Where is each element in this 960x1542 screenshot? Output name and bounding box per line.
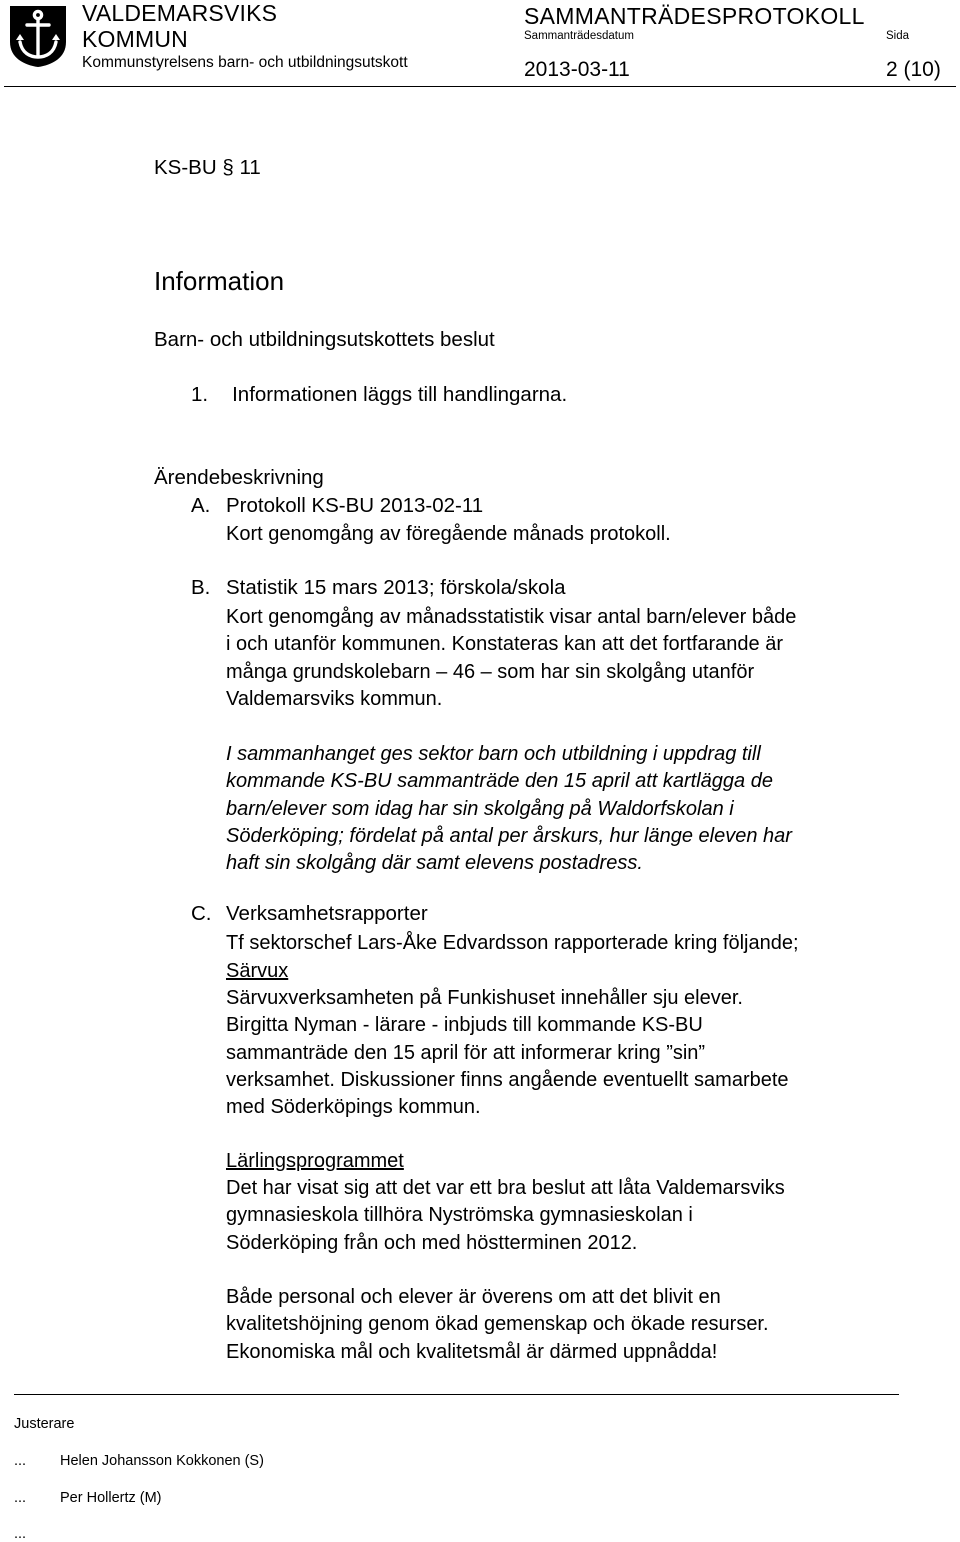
larling-text xyxy=(226,1175,916,1257)
adjuster-signature-line xyxy=(14,1526,60,1542)
sarvux-line: verksamhet. Diskussioner finns angående eventuellt samarbete xyxy=(226,1068,789,1091)
assignment-line: Söderköping; fördelat på antal per årskurs, hur länge eleven har xyxy=(226,824,792,847)
meeting-date: 2013-03-11 xyxy=(524,58,630,81)
larling-line: Det har visat sig att det var ett bra beslut att låta Valdemarsviks xyxy=(226,1177,785,1199)
section-b-letter: B. xyxy=(191,576,211,599)
section-c-title: Verksamhetsrapporter xyxy=(226,902,428,925)
section-a-text: Kort genomgång av föregående månads protokoll. xyxy=(226,523,671,545)
sarvux-line: Särvuxverksamheten på Funkishuset innehåller sju elever. xyxy=(226,987,743,1009)
decision-item xyxy=(191,383,567,407)
closing-line: Både personal och elever är överens om att det blivit en xyxy=(226,1286,721,1308)
page-title: Information xyxy=(154,266,285,296)
larling-heading: Lärlingsprogrammet xyxy=(226,1150,404,1172)
closing-line: kvalitetshöjning genom ökad gemenskap och ökade resurser. xyxy=(226,1313,769,1336)
section-c-intro: Tf sektorschef Lars-Åke Edvardsson rapporterade kring följande; xyxy=(226,932,799,954)
decision-heading: Barn- och utbildningsutskottets beslut xyxy=(154,328,495,351)
meeting-date-label: Sammanträdesdatum xyxy=(524,30,634,42)
case-id: KS-BU § 11 xyxy=(154,156,261,179)
section-a-letter: A. xyxy=(191,494,211,517)
signature-dots: ... xyxy=(14,1526,27,1542)
assignment-line: kommande KS-BU sammanträde den 15 april att kartlägga de xyxy=(226,770,773,793)
section-b-line: Kort genomgång av månadsstatistik visar antal barn/elever både xyxy=(226,606,797,628)
section-b-line: i och utanför kommunen. Konstateras kan att det fortfarande är xyxy=(226,633,783,656)
section-b-assignment xyxy=(226,741,916,877)
adjuster-signature-line xyxy=(14,1490,162,1506)
closing-line: Ekonomiska mål och kvalitetsmål är därmed uppnådda! xyxy=(226,1340,718,1363)
decision-item-number: 1. xyxy=(191,383,209,406)
section-b-title: Statistik 15 mars 2013; förskola/skola xyxy=(226,576,566,599)
organization-type: KOMMUN xyxy=(82,26,188,52)
page-label: Sida xyxy=(886,30,910,42)
section-b-line: Valdemarsviks kommun. xyxy=(226,687,443,710)
signature-dots: ... xyxy=(14,1453,27,1469)
decision-item-text: Informationen läggs till handlingarna. xyxy=(232,383,568,406)
assignment-line: I sammanhanget ges sektor barn och utbildning i uppdrag till xyxy=(226,743,761,765)
sarvux-heading: Särvux xyxy=(226,960,289,982)
signature-dots: ... xyxy=(14,1490,27,1506)
committee-name: Kommunstyrelsens barn- och utbildningsutskott xyxy=(82,54,408,71)
assignment-line: barn/elever som idag har sin skolgång på Waldorfskolan i xyxy=(226,797,734,820)
larling-line: Söderköping från och med höstterminen 2012. xyxy=(226,1231,638,1254)
sarvux-line: Birgitta Nyman - lärare - inbjuds till kommande KS-BU xyxy=(226,1014,703,1037)
assignment-line: haft sin skolgång där samt elevens postadress. xyxy=(226,852,643,875)
sarvux-line: med Söderköpings kommun. xyxy=(226,1096,481,1119)
section-a-title: Protokoll KS-BU 2013-02-11 xyxy=(226,494,484,517)
organization-name: VALDEMARSVIKS xyxy=(82,0,278,26)
adjuster-name: Per Hollertz (M) xyxy=(60,1490,162,1506)
section-b-text xyxy=(226,604,916,713)
sarvux-text xyxy=(226,985,916,1121)
section-c-letter: C. xyxy=(191,902,212,925)
larling-line: gymnasieskola tillhöra Nyströmska gymnasieskolan i xyxy=(226,1204,693,1227)
adjusters-label: Justerare xyxy=(14,1416,75,1432)
description-heading: Ärendebeskrivning xyxy=(154,466,324,489)
sarvux-line: sammanträde den 15 april för att informerar kring ”sin” xyxy=(226,1041,706,1064)
section-b-line: många grundskolebarn – 46 – som har sin skolgång utanför xyxy=(226,660,755,683)
adjuster-signature-line xyxy=(14,1453,264,1469)
footer-divider xyxy=(14,1394,899,1395)
adjuster-name: Helen Johansson Kokkonen (S) xyxy=(60,1453,264,1469)
header-divider xyxy=(4,86,956,87)
closing-text xyxy=(226,1284,916,1366)
document-type: SAMMANTRÄDESPROTOKOLL xyxy=(524,3,865,29)
page-number: 2 (10) xyxy=(886,58,941,81)
anchor-shield-icon xyxy=(6,4,70,68)
